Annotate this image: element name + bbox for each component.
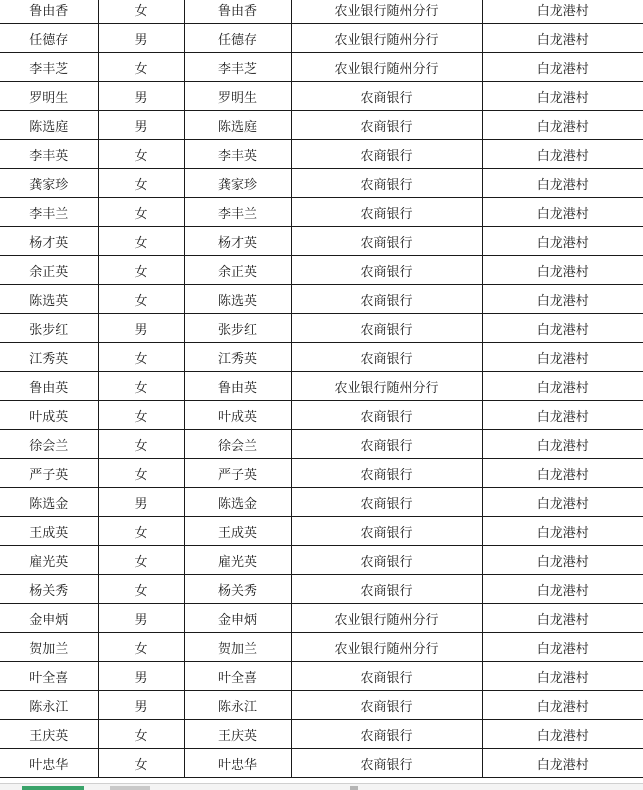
table-row xyxy=(0,343,643,372)
village-cell[interactable]: 白龙港村 xyxy=(482,691,643,720)
village-cell[interactable]: 白龙港村 xyxy=(482,343,643,372)
table-row xyxy=(0,691,643,720)
name-cell[interactable]: 陈选金 xyxy=(0,488,98,517)
bank-cell[interactable]: 农商银行 xyxy=(291,140,482,169)
account-holder-cell[interactable]: 王庆英 xyxy=(184,720,291,749)
bank-cell[interactable]: 农业银行随州分行 xyxy=(291,53,482,82)
gender-cell[interactable]: 男 xyxy=(98,604,184,633)
village-cell[interactable]: 白龙港村 xyxy=(482,314,643,343)
account-holder-cell[interactable]: 杨才英 xyxy=(184,227,291,256)
bank-cell[interactable]: 农商银行 xyxy=(291,111,482,140)
table-row xyxy=(0,749,643,778)
table-row xyxy=(0,604,643,633)
bank-cell[interactable]: 农商银行 xyxy=(291,488,482,517)
table-row xyxy=(0,24,643,53)
table-row xyxy=(0,401,643,430)
name-cell[interactable]: 杨才英 xyxy=(0,227,98,256)
account-holder-cell[interactable]: 徐会兰 xyxy=(184,430,291,459)
account-holder-cell[interactable]: 王成英 xyxy=(184,517,291,546)
table-row xyxy=(0,0,643,24)
table-row xyxy=(0,314,643,343)
bank-cell[interactable]: 农商银行 xyxy=(291,169,482,198)
table-row xyxy=(0,430,643,459)
name-cell[interactable]: 贺加兰 xyxy=(0,633,98,662)
account-holder-cell[interactable]: 陈选英 xyxy=(184,285,291,314)
village-cell[interactable]: 白龙港村 xyxy=(482,53,643,82)
table-row xyxy=(0,82,643,111)
village-cell[interactable]: 白龙港村 xyxy=(482,0,643,24)
account-holder-cell[interactable]: 李丰英 xyxy=(184,140,291,169)
village-cell[interactable]: 白龙港村 xyxy=(482,488,643,517)
account-holder-cell[interactable]: 李丰芝 xyxy=(184,53,291,82)
gender-cell[interactable]: 女 xyxy=(98,459,184,488)
gender-cell[interactable]: 女 xyxy=(98,285,184,314)
table-row xyxy=(0,227,643,256)
bank-cell[interactable]: 农商银行 xyxy=(291,662,482,691)
bank-cell[interactable]: 农商银行 xyxy=(291,314,482,343)
bank-cell[interactable]: 农业银行随州分行 xyxy=(291,0,482,24)
name-cell[interactable]: 张步红 xyxy=(0,314,98,343)
bank-cell[interactable]: 农商银行 xyxy=(291,720,482,749)
bank-cell[interactable]: 农商银行 xyxy=(291,517,482,546)
sheet-tab-bar xyxy=(0,783,643,790)
table-row xyxy=(0,575,643,604)
gender-cell[interactable]: 男 xyxy=(98,662,184,691)
village-cell[interactable]: 白龙港村 xyxy=(482,633,643,662)
table-row xyxy=(0,256,643,285)
name-cell[interactable]: 陈永江 xyxy=(0,691,98,720)
village-cell[interactable]: 白龙港村 xyxy=(482,24,643,53)
name-cell[interactable]: 金申炳 xyxy=(0,604,98,633)
name-cell[interactable]: 鲁由英 xyxy=(0,372,98,401)
bank-cell[interactable]: 农商银行 xyxy=(291,227,482,256)
gender-cell[interactable]: 男 xyxy=(98,82,184,111)
gender-cell[interactable]: 女 xyxy=(98,749,184,778)
bank-cell[interactable]: 农商银行 xyxy=(291,691,482,720)
name-cell[interactable]: 雇光英 xyxy=(0,546,98,575)
bank-cell[interactable]: 农商银行 xyxy=(291,343,482,372)
gender-cell[interactable]: 男 xyxy=(98,111,184,140)
name-cell[interactable]: 李丰兰 xyxy=(0,198,98,227)
bank-cell[interactable]: 农商银行 xyxy=(291,256,482,285)
account-holder-cell[interactable]: 叶全喜 xyxy=(184,662,291,691)
bank-cell[interactable]: 农商银行 xyxy=(291,575,482,604)
village-cell[interactable]: 白龙港村 xyxy=(482,749,643,778)
gender-cell[interactable]: 男 xyxy=(98,24,184,53)
name-cell[interactable]: 叶成英 xyxy=(0,401,98,430)
name-cell[interactable]: 严子英 xyxy=(0,459,98,488)
gender-cell[interactable]: 女 xyxy=(98,169,184,198)
table-row xyxy=(0,662,643,691)
gender-cell[interactable]: 女 xyxy=(98,256,184,285)
account-holder-cell[interactable]: 叶成英 xyxy=(184,401,291,430)
table-row xyxy=(0,633,643,662)
name-cell[interactable]: 王成英 xyxy=(0,517,98,546)
name-cell[interactable]: 龚家珍 xyxy=(0,169,98,198)
village-cell[interactable]: 白龙港村 xyxy=(482,517,643,546)
account-holder-cell[interactable]: 陈选庭 xyxy=(184,111,291,140)
account-holder-cell[interactable]: 贺加兰 xyxy=(184,633,291,662)
horizontal-scrollbar-thumb[interactable] xyxy=(350,786,358,790)
name-cell[interactable]: 鲁由香 xyxy=(0,0,98,24)
gender-cell[interactable]: 女 xyxy=(98,633,184,662)
village-cell[interactable]: 白龙港村 xyxy=(482,169,643,198)
gender-cell[interactable]: 女 xyxy=(98,53,184,82)
account-holder-cell[interactable]: 张步红 xyxy=(184,314,291,343)
gender-cell[interactable]: 男 xyxy=(98,314,184,343)
gender-cell[interactable]: 女 xyxy=(98,140,184,169)
account-holder-cell[interactable]: 江秀英 xyxy=(184,343,291,372)
village-cell[interactable]: 白龙港村 xyxy=(482,111,643,140)
gender-cell[interactable]: 女 xyxy=(98,720,184,749)
village-cell[interactable]: 白龙港村 xyxy=(482,604,643,633)
account-holder-cell[interactable]: 任德存 xyxy=(184,24,291,53)
bank-cell[interactable]: 农业银行随州分行 xyxy=(291,604,482,633)
table-row xyxy=(0,140,643,169)
gender-cell[interactable]: 女 xyxy=(98,198,184,227)
account-holder-cell[interactable]: 龚家珍 xyxy=(184,169,291,198)
village-cell[interactable]: 白龙港村 xyxy=(482,401,643,430)
table-row xyxy=(0,111,643,140)
bank-cell[interactable]: 农业银行随州分行 xyxy=(291,633,482,662)
table-row xyxy=(0,198,643,227)
account-holder-cell[interactable]: 罗明生 xyxy=(184,82,291,111)
gender-cell[interactable]: 女 xyxy=(98,517,184,546)
table-row xyxy=(0,546,643,575)
name-cell[interactable]: 徐会兰 xyxy=(0,430,98,459)
name-cell[interactable]: 叶忠华 xyxy=(0,749,98,778)
village-cell[interactable]: 白龙港村 xyxy=(482,575,643,604)
name-cell[interactable]: 江秀英 xyxy=(0,343,98,372)
name-cell[interactable]: 余正英 xyxy=(0,256,98,285)
village-cell[interactable]: 白龙港村 xyxy=(482,285,643,314)
village-cell[interactable]: 白龙港村 xyxy=(482,430,643,459)
bank-cell[interactable]: 农商银行 xyxy=(291,285,482,314)
table-row xyxy=(0,285,643,314)
account-holder-cell[interactable]: 余正英 xyxy=(184,256,291,285)
bank-cell[interactable]: 农商银行 xyxy=(291,546,482,575)
account-holder-cell[interactable]: 鲁由香 xyxy=(184,0,291,24)
gender-cell[interactable]: 女 xyxy=(98,343,184,372)
account-holder-cell[interactable]: 叶忠华 xyxy=(184,749,291,778)
table-row xyxy=(0,459,643,488)
bank-cell[interactable]: 农商银行 xyxy=(291,459,482,488)
name-cell[interactable]: 李丰芝 xyxy=(0,53,98,82)
account-holder-cell[interactable]: 陈永江 xyxy=(184,691,291,720)
bank-cell[interactable]: 农业银行随州分行 xyxy=(291,24,482,53)
table-row xyxy=(0,488,643,517)
account-holder-cell[interactable]: 雇光英 xyxy=(184,546,291,575)
name-cell[interactable]: 叶全喜 xyxy=(0,662,98,691)
table-row xyxy=(0,517,643,546)
village-cell[interactable]: 白龙港村 xyxy=(482,546,643,575)
gender-cell[interactable]: 女 xyxy=(98,372,184,401)
table-row xyxy=(0,53,643,82)
village-cell[interactable]: 白龙港村 xyxy=(482,140,643,169)
name-cell[interactable]: 李丰英 xyxy=(0,140,98,169)
name-cell[interactable]: 王庆英 xyxy=(0,720,98,749)
bank-cell[interactable]: 农商银行 xyxy=(291,82,482,111)
gender-cell[interactable]: 女 xyxy=(98,575,184,604)
bank-cell[interactable]: 农商银行 xyxy=(291,198,482,227)
account-holder-cell[interactable]: 杨关秀 xyxy=(184,575,291,604)
account-holder-cell[interactable]: 严子英 xyxy=(184,459,291,488)
name-cell[interactable]: 罗明生 xyxy=(0,82,98,111)
name-cell[interactable]: 陈选英 xyxy=(0,285,98,314)
sheet-tab-active[interactable] xyxy=(22,786,84,790)
account-holder-cell[interactable]: 鲁由英 xyxy=(184,372,291,401)
bank-cell[interactable]: 农商银行 xyxy=(291,401,482,430)
account-holder-cell[interactable]: 金申炳 xyxy=(184,604,291,633)
bank-cell[interactable]: 农商银行 xyxy=(291,430,482,459)
village-cell[interactable]: 白龙港村 xyxy=(482,662,643,691)
table-row xyxy=(0,372,643,401)
account-holder-cell[interactable]: 陈选金 xyxy=(184,488,291,517)
gender-cell[interactable]: 女 xyxy=(98,227,184,256)
village-cell[interactable]: 白龙港村 xyxy=(482,459,643,488)
gender-cell[interactable]: 女 xyxy=(98,430,184,459)
account-holder-cell[interactable]: 李丰兰 xyxy=(184,198,291,227)
bank-cell[interactable]: 农商银行 xyxy=(291,749,482,778)
gender-cell[interactable]: 男 xyxy=(98,488,184,517)
village-cell[interactable]: 白龙港村 xyxy=(482,227,643,256)
gender-cell[interactable]: 女 xyxy=(98,401,184,430)
name-cell[interactable]: 陈选庭 xyxy=(0,111,98,140)
sheet-tab[interactable] xyxy=(110,786,150,790)
village-cell[interactable]: 白龙港村 xyxy=(482,720,643,749)
table-row xyxy=(0,169,643,198)
village-cell[interactable]: 白龙港村 xyxy=(482,256,643,285)
village-cell[interactable]: 白龙港村 xyxy=(482,82,643,111)
gender-cell[interactable]: 男 xyxy=(98,691,184,720)
table-row xyxy=(0,720,643,749)
name-cell[interactable]: 杨关秀 xyxy=(0,575,98,604)
bank-cell[interactable]: 农业银行随州分行 xyxy=(291,372,482,401)
village-cell[interactable]: 白龙港村 xyxy=(482,372,643,401)
village-cell[interactable]: 白龙港村 xyxy=(482,198,643,227)
gender-cell[interactable]: 女 xyxy=(98,0,184,24)
gender-cell[interactable]: 女 xyxy=(98,546,184,575)
name-cell[interactable]: 任德存 xyxy=(0,24,98,53)
